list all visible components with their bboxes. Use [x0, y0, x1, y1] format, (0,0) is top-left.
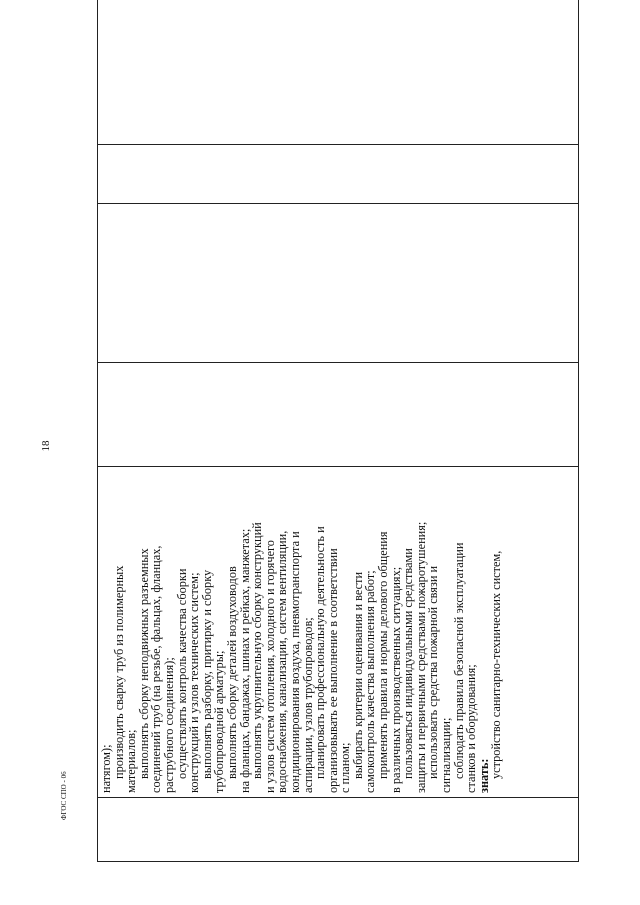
text-line: производить сварку труб из полимерных — [111, 565, 126, 779]
empty-cell — [98, 145, 579, 204]
text-line: пользоваться индивидуальными средствами — [401, 548, 416, 779]
text-line: в различных производственных ситуациях; — [388, 566, 403, 793]
text-line: и узлов систем отопления, холодного и горячего — [262, 540, 277, 793]
text-line: натягом); — [99, 744, 113, 793]
text-line: осуществлять контроль качества сборки — [174, 568, 189, 779]
text-line: водоснабжения, канализации, систем вентиляции, — [275, 530, 290, 793]
text-line: применять правила и нормы делового общения — [376, 531, 391, 779]
text-line: материалов; — [124, 729, 139, 793]
text-line: с планом; — [338, 742, 353, 793]
text-line: выполнять укрупнительную сборку конструкций — [250, 522, 265, 779]
text-line: раструбного соединения); — [161, 657, 176, 793]
text-line: выбирать критерии оценивания и вести — [350, 571, 365, 779]
text-line: аспирации, узлов трубопроводов; — [300, 617, 315, 793]
standard-table — [97, 0, 579, 862]
empty-cell — [98, 204, 579, 363]
text-line: на фланцах, бандажах, шинах и рейках, манжетах; — [237, 528, 252, 793]
text-line: соединений труб (на резьбе, фальцах, фланцах, — [149, 545, 164, 793]
empty-cell-index — [98, 798, 579, 862]
skills-text — [100, 471, 503, 793]
text-line: самоконтроль качества выполнения работ; — [363, 570, 378, 793]
text-line: планировать профессиональную деятельность и — [313, 526, 328, 779]
table-row — [98, 0, 579, 862]
rotated-page-area — [97, 36, 579, 862]
footer-code: ФГОС СПО - 06 — [60, 771, 68, 820]
text-line: устройство санитарно-технических систем, — [489, 550, 504, 779]
text-line: кондиционирования воздуха, пневмотранспорта и — [287, 531, 302, 793]
text-line: выполнять сборку деталей воздуховодов — [224, 566, 239, 779]
text-line: выполнять сборку неподвижных разъемных — [136, 548, 151, 779]
rotated-table-wrapper — [97, 36, 579, 862]
text-line: выполнять разборку, притирку и сборку — [199, 569, 214, 779]
empty-cell — [98, 0, 579, 145]
page-number: 18 — [40, 440, 52, 452]
text-line: знать: — [476, 758, 491, 793]
content-cell — [98, 467, 579, 798]
text-line: станков и оборудования; — [464, 664, 479, 793]
text-line: соблюдать правила безопасной эксплуатации — [451, 542, 466, 779]
text-line: сигнализации; — [439, 717, 454, 793]
text-line: трубопроводной арматуры; — [212, 650, 227, 793]
text-line: конструкций и узлов технических систем; — [187, 572, 202, 793]
empty-cell — [98, 363, 579, 467]
text-line: защиты и первичными средствами пожаротушения; — [413, 521, 428, 793]
text-line: использовать средства пожарной связи и — [426, 565, 441, 779]
text-line: организовывать ее выполнение в соответствии — [325, 548, 340, 793]
